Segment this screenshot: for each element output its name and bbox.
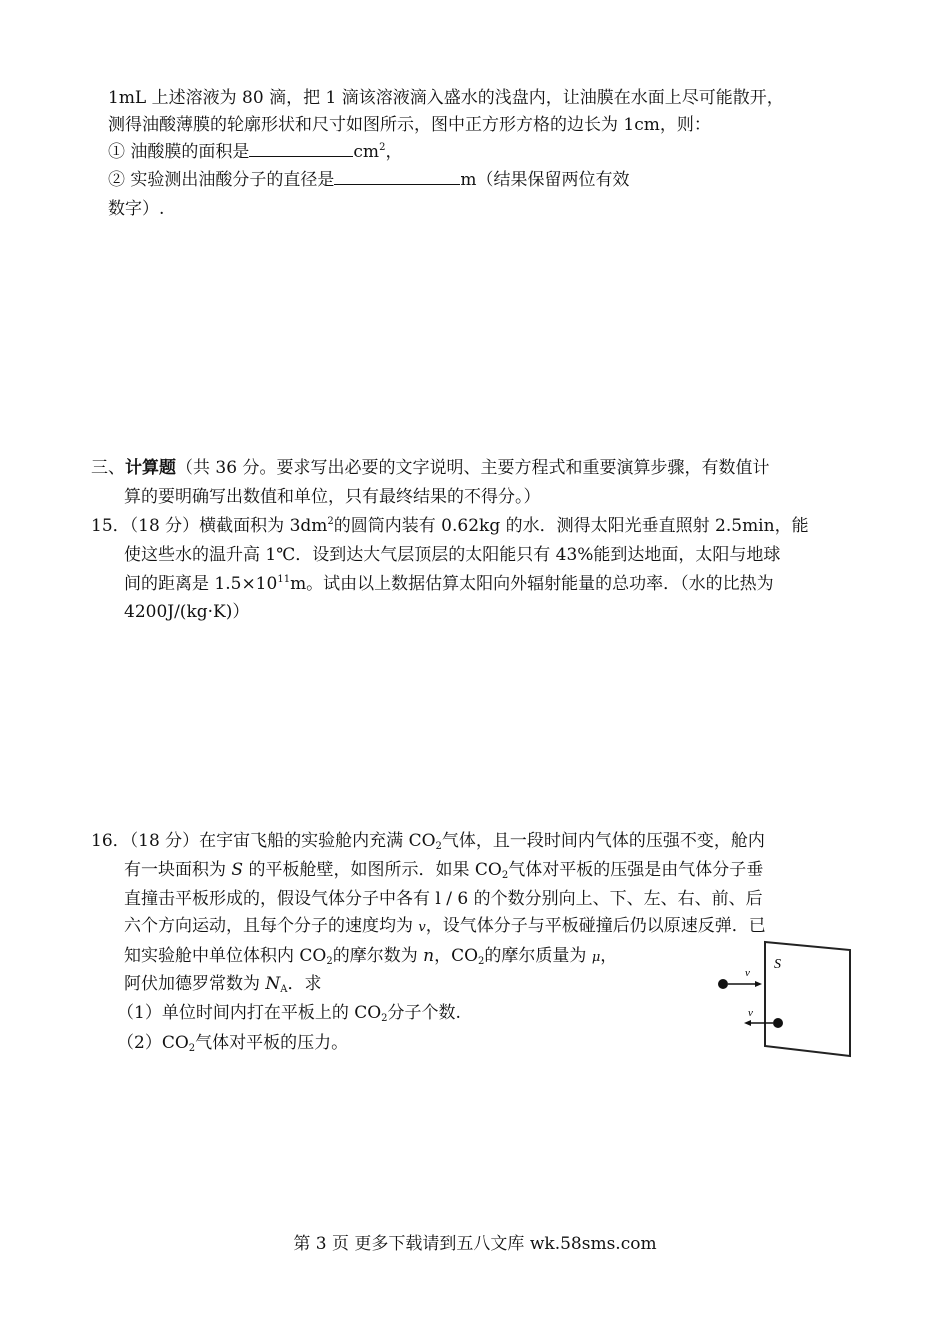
page-footer: 第 3 页 更多下载请到五八文库 wk.58sms.com <box>293 1234 657 1254</box>
section-heading: 三、计算题（共 36 分。要求写出必要的文字说明、主要方程式和重要演算步骤，有数值计 <box>91 458 770 478</box>
text-line: 阿伏加德罗常数为 $N_A$．求 <box>124 974 322 995</box>
text-line: 使这些水的温升高 1℃．设到达大气层顶层的太阳能只有 43%能到达地面，太阳与地球 <box>124 545 781 565</box>
text-line: 有一块面积为 S 的平板舱壁，如图所示．如果 $CO_2$气体对平板的压强是由气体分子垂 <box>124 860 764 881</box>
question-16: 16．（18 分）在宇宙飞船的实验舱内充满 $CO_2$气体，且一段时间内气体的压强不变，舱内 <box>91 831 765 852</box>
molecule-left <box>718 979 728 989</box>
question-15: 15．（18 分）横截面积为 $3dm^2$的圆筒内装有 0.62kg 的水．测得太阳光垂直照射 2.5min，能 <box>91 516 809 536</box>
question-line: ② 实验测出油酸分子的直径是 m（结果保留两位有效 <box>108 170 630 190</box>
text-line: 1mL 上述溶液为 80 滴，把 1 滴该溶液滴入盛水的浅盘内，让油膜在水面上尽可能散开， <box>108 88 784 108</box>
plate-figure <box>712 938 862 1058</box>
text-line: 直撞击平板形成的，假设气体分子中各有 l / 6 的个数分别向上、下、左、右、前、后 <box>124 889 763 909</box>
sub-question: （1）单位时间内打在平板上的 $CO_2$分子个数. <box>117 1003 461 1024</box>
molecule-right <box>773 1018 783 1028</box>
text-line: 算的要明确写出数值和单位，只有最终结果的不得分。） <box>124 487 541 507</box>
text-line: 测得油酸薄膜的轮廓形状和尺寸如图所示，图中正方形方格的边长为 1cm，则： <box>108 115 711 135</box>
velocity-label: v <box>748 1007 753 1019</box>
answer-blank <box>249 140 353 157</box>
text-line: 六个方向运动，且每个分子的速度均为 v，设气体分子与平板碰撞后仍以原速反弹．已 <box>124 916 766 936</box>
question-line: ① 油酸膜的面积是 $cm^2$， <box>108 142 403 162</box>
velocity-label: v <box>745 967 750 979</box>
answer-blank <box>334 168 460 185</box>
plate-label-s: S <box>774 957 781 972</box>
arrow-head-left <box>744 1020 751 1026</box>
text-line: 知实验舱中单位体积内 $CO_2$的摩尔数为 n，$CO_2$的摩尔质量为 μ， <box>124 946 618 967</box>
text-line: 数字）. <box>108 199 165 219</box>
text-line: 间的距离是 $1.5\times 10^{11}m$。试由以上数据估算太阳向外辐射能量的总功率．（水的比热为 <box>124 574 774 594</box>
arrow-head-right <box>755 981 762 987</box>
text-line: 4200J/(kg·K)） <box>124 602 250 622</box>
sub-question: $(2)CO_2$气体对平板的压力。 <box>117 1033 349 1054</box>
